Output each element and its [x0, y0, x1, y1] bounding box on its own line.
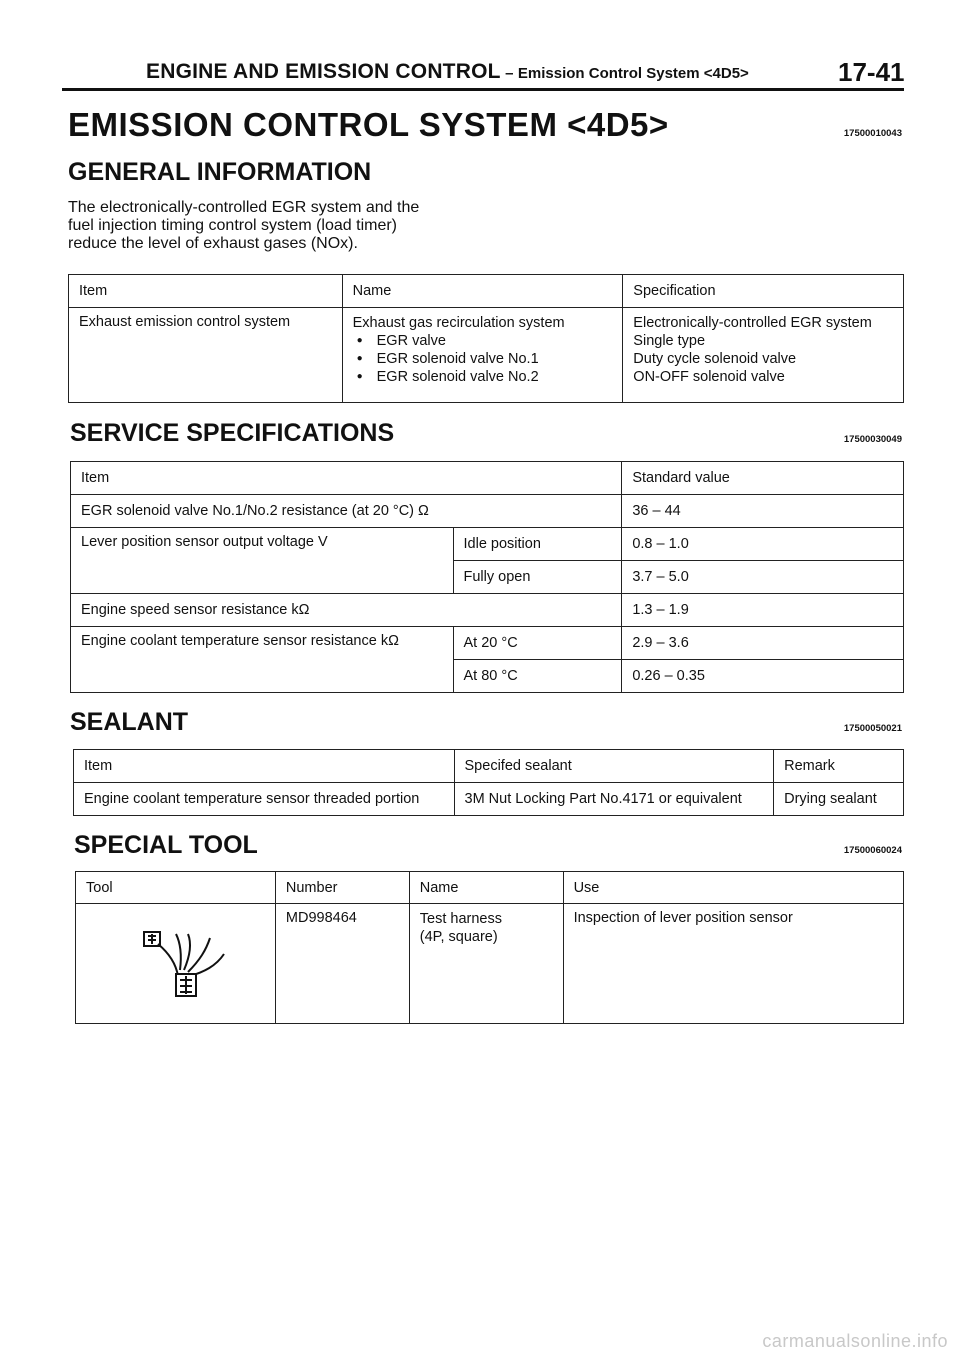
cell-value: 3.7 – 5.0: [622, 561, 904, 594]
list-item: ● EGR solenoid valve No.1: [353, 350, 623, 368]
header-cell-specification: Specification: [623, 275, 904, 308]
cell-condition: At 80 °C: [453, 660, 622, 693]
cell-item: Lever position sensor output voltage V: [71, 528, 454, 594]
table-row: [71, 528, 904, 561]
cell-condition: Fully open: [453, 561, 622, 594]
service-code: 17500030049: [843, 434, 902, 445]
cell-item: Engine coolant temperature sensor threaded portion: [74, 783, 455, 816]
system-name: Exhaust gas recirculation system: [352, 315, 565, 331]
header-cell-standard-value: Standard value: [622, 462, 904, 495]
general-info-table: [68, 274, 904, 403]
table-row: [71, 594, 904, 627]
table-row: [71, 627, 904, 660]
cell-condition: Idle position: [453, 528, 622, 561]
watermark: carmanualsonline.info: [762, 1331, 948, 1351]
cell-name: [409, 904, 563, 1024]
cell-remark: Drying sealant: [774, 783, 904, 816]
intro-paragraph: [68, 199, 488, 253]
cell-value: 36 – 44: [622, 495, 904, 528]
general-heading: GENERAL INFORMATION: [68, 158, 372, 186]
cell-condition: At 20 °C: [453, 627, 622, 660]
service-heading: SERVICE SPECIFICATIONS: [70, 419, 395, 447]
header-cell-item: Item: [71, 462, 622, 495]
cell-name: [342, 308, 623, 403]
table-header-row: [76, 872, 904, 904]
header-cell-name: Name: [409, 872, 563, 904]
table-header-row: [71, 462, 904, 495]
header-rule: [62, 88, 904, 91]
component-list: [353, 332, 623, 386]
running-header: [146, 60, 749, 84]
header-cell-name: Name: [342, 275, 623, 308]
spec-line: Single type: [633, 333, 706, 349]
special-tool-code: 17500060024: [843, 845, 902, 856]
cell-item: Exhaust emission control system: [69, 308, 343, 403]
cell-specification: [623, 308, 904, 403]
sealant-table: [73, 749, 904, 816]
sealant-code: 17500050021: [843, 723, 902, 734]
cell-sealant: 3M Nut Locking Part No.4171 or equivalent: [454, 783, 774, 816]
header-cell-tool: Tool: [76, 872, 276, 904]
sealant-heading: SEALANT: [70, 708, 189, 736]
cell-item: EGR solenoid valve No.1/No.2 resistance (at 20 °C) Ω: [71, 495, 622, 528]
intro-line: The electronically-controlled EGR system and the: [68, 199, 420, 216]
header-cell-item: Item: [74, 750, 455, 783]
cell-item: Engine coolant temperature sensor resistance kΩ: [71, 627, 454, 693]
cell-use: Inspection of lever position sensor: [563, 904, 903, 1024]
table-row: [74, 783, 904, 816]
special-tool-table: [75, 871, 904, 1024]
tool-name-line: Test harness: [419, 911, 502, 927]
table-header-row: [74, 750, 904, 783]
title-code: 17500010043: [843, 128, 902, 139]
spec-line: Electronically-controlled EGR system: [633, 315, 872, 331]
cell-value: 2.9 – 3.6: [622, 627, 904, 660]
header-cell-number: Number: [275, 872, 409, 904]
spec-line: ON-OFF solenoid valve: [633, 369, 785, 385]
service-spec-table: [70, 461, 904, 693]
table-header-row: [69, 275, 904, 308]
table-row: [76, 904, 904, 1024]
cell-tool: [76, 904, 276, 1024]
list-item: ● EGR valve: [353, 332, 623, 350]
list-item: ● EGR solenoid valve No.2: [353, 368, 623, 386]
cell-item: Engine speed sensor resistance kΩ: [71, 594, 622, 627]
header-cell-item: Item: [69, 275, 343, 308]
header-separator: –: [505, 65, 514, 82]
page-title: EMISSION CONTROL SYSTEM <4D5>: [68, 106, 669, 143]
cell-number: MD998464: [275, 904, 409, 1024]
page-number: 17-41: [838, 57, 905, 87]
section-title: ENGINE AND EMISSION CONTROL: [146, 60, 501, 83]
section-subtitle: Emission Control System <4D5>: [517, 65, 749, 82]
special-tool-heading: SPECIAL TOOL: [74, 831, 258, 859]
intro-line: fuel injection timing control system (load timer): [68, 217, 398, 234]
table-row: [71, 495, 904, 528]
header-cell-use: Use: [563, 872, 903, 904]
header-cell-remark: Remark: [774, 750, 904, 783]
cell-value: 0.26 – 0.35: [622, 660, 904, 693]
cell-value: 0.8 – 1.0: [622, 528, 904, 561]
header-cell-sealant: Specifed sealant: [454, 750, 774, 783]
cell-value: 1.3 – 1.9: [622, 594, 904, 627]
tool-name-line: (4P, square): [419, 929, 498, 945]
test-harness-icon: [136, 930, 232, 1000]
intro-line: reduce the level of exhaust gases (NOx).: [68, 235, 358, 252]
table-row: [69, 308, 904, 403]
spec-line: Duty cycle solenoid valve: [633, 351, 797, 367]
